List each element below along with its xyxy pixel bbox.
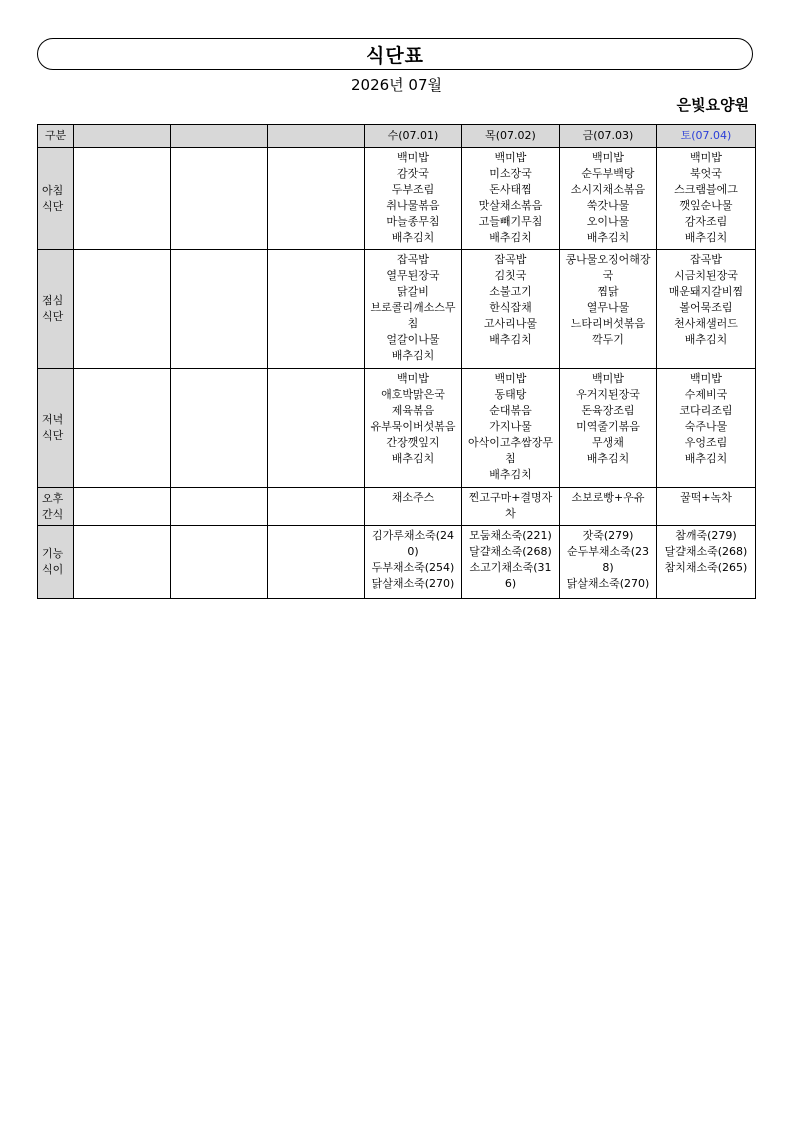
empty-cell xyxy=(171,369,268,488)
menu-cell xyxy=(462,526,560,599)
menu-item: 미역줄기볶음 xyxy=(576,420,640,433)
menu-cell xyxy=(657,488,756,526)
menu-cell xyxy=(560,250,657,369)
menu-item: 백미밥 xyxy=(494,151,527,164)
menu-cell xyxy=(657,526,756,599)
day-header: 금(07.03) xyxy=(560,125,657,148)
menu-item: 배추김치 xyxy=(684,333,728,346)
menu-item: 제육볶음 xyxy=(391,404,435,417)
menu-cell xyxy=(365,526,462,599)
menu-item: 감잣국 xyxy=(397,167,429,180)
menu-item: 꿀떡+녹차 xyxy=(680,491,732,504)
menu-cell xyxy=(462,148,560,250)
menu-item: 김칫국 xyxy=(494,269,527,282)
empty-cell xyxy=(74,369,171,488)
menu-item: 고사리나물 xyxy=(483,317,538,330)
menu-table xyxy=(37,124,756,599)
menu-item: 마늘종무침 xyxy=(386,215,440,228)
menu-item: 소시지채소볶음 xyxy=(570,183,646,196)
menu-cell xyxy=(560,488,657,526)
menu-item: 천사채샐러드 xyxy=(674,317,738,330)
empty-cell xyxy=(171,488,268,526)
menu-item: 배추김치 xyxy=(684,231,728,244)
menu-item: 백미밥 xyxy=(690,151,722,164)
empty-cell xyxy=(268,526,365,599)
menu-item: 잣죽(279) xyxy=(582,529,634,542)
menu-item: 닭살채소죽(270) xyxy=(371,577,455,590)
menu-cell xyxy=(365,369,462,488)
menu-row xyxy=(38,250,756,369)
menu-cell xyxy=(365,250,462,369)
menu-item: 김가루채소죽(240) xyxy=(371,529,455,558)
menu-item: 코다리조림 xyxy=(679,404,733,417)
menu-item: 동태탕 xyxy=(494,388,527,401)
menu-item: 순두부백탕 xyxy=(581,167,635,180)
menu-item: 취나물볶음 xyxy=(386,199,440,212)
empty-day-header xyxy=(74,125,171,148)
menu-cell xyxy=(657,250,756,369)
menu-item: 모둠채소죽(221) xyxy=(469,529,552,542)
empty-cell xyxy=(268,148,365,250)
menu-item: 열무된장국 xyxy=(386,269,440,282)
menu-item: 우거지된장국 xyxy=(576,388,640,401)
day-header: 목(07.02) xyxy=(462,125,560,148)
menu-item: 시금치된장국 xyxy=(674,269,738,282)
menu-item: 찜닭 xyxy=(597,285,619,298)
day-header-saturday: 토(07.04) xyxy=(657,125,756,148)
menu-cell xyxy=(462,250,560,369)
month-label: 2026년 07월 xyxy=(350,76,442,94)
menu-item: 스크램블에그 xyxy=(674,183,738,196)
menu-cell xyxy=(657,148,756,250)
menu-item: 닭갈비 xyxy=(397,285,429,298)
menu-item: 배추김치 xyxy=(489,333,532,346)
empty-cell xyxy=(74,250,171,369)
menu-cell xyxy=(462,369,560,488)
menu-row xyxy=(38,148,756,250)
day-header: 수(07.01) xyxy=(365,125,462,148)
menu-item: 잡곡밥 xyxy=(690,253,722,266)
menu-row xyxy=(38,526,756,599)
menu-item: 백미밥 xyxy=(397,372,429,385)
menu-cell xyxy=(657,369,756,488)
title-box xyxy=(37,38,753,70)
menu-item: 애호박맑은국 xyxy=(381,388,445,401)
menu-item: 우엉조림 xyxy=(684,436,728,449)
organization-name: 은빛요양원 xyxy=(676,96,749,114)
menu-item: 백미밥 xyxy=(592,372,624,385)
menu-item: 무생채 xyxy=(592,436,624,449)
menu-item: 브로콜리깨소스무침 xyxy=(370,301,456,330)
menu-item: 깻잎순나물 xyxy=(679,199,733,212)
menu-item: 매운돼지갈비찜 xyxy=(668,285,744,298)
meal-label: 기능 식이 xyxy=(38,526,74,599)
empty-cell xyxy=(268,369,365,488)
menu-item: 얼갈이나물 xyxy=(386,333,440,346)
menu-item: 유부묵이버섯볶음 xyxy=(370,420,456,433)
menu-item: 참깨죽(279) xyxy=(675,529,737,542)
meal-label: 점심 식단 xyxy=(38,250,74,369)
menu-cell xyxy=(560,526,657,599)
empty-day-header xyxy=(171,125,268,148)
menu-item: 소고기채소죽(316) xyxy=(469,561,552,590)
menu-item: 맛살채소볶음 xyxy=(478,199,543,212)
menu-item: 닭살채소죽(270) xyxy=(566,577,650,590)
empty-cell xyxy=(268,488,365,526)
menu-item: 한식잡채 xyxy=(489,301,532,314)
menu-item: 깍두기 xyxy=(592,333,624,346)
menu-cell xyxy=(365,148,462,250)
empty-cell xyxy=(74,526,171,599)
empty-cell xyxy=(74,148,171,250)
menu-item: 배추김치 xyxy=(391,349,435,362)
menu-item: 돈사태찜 xyxy=(489,183,532,196)
menu-item: 오이나물 xyxy=(586,215,630,228)
menu-item: 배추김치 xyxy=(586,231,630,244)
menu-item: 백미밥 xyxy=(397,151,429,164)
empty-cell xyxy=(74,488,171,526)
menu-cell xyxy=(560,148,657,250)
menu-cell xyxy=(462,488,560,526)
menu-row xyxy=(38,488,756,526)
menu-item: 소불고기 xyxy=(489,285,532,298)
menu-item: 돈육장조림 xyxy=(581,404,635,417)
empty-cell xyxy=(171,148,268,250)
menu-item: 배추김치 xyxy=(391,231,435,244)
menu-item: 감자조림 xyxy=(684,215,728,228)
menu-item: 배추김치 xyxy=(489,231,532,244)
menu-item: 숙주나물 xyxy=(684,420,728,433)
menu-item: 수제비국 xyxy=(684,388,728,401)
menu-item: 가지나물 xyxy=(489,420,532,433)
menu-item: 달걀채소죽(268) xyxy=(664,545,748,558)
menu-item: 참치채소죽(265) xyxy=(664,561,748,574)
menu-item: 북엇국 xyxy=(690,167,722,180)
menu-item: 볼어묵조림 xyxy=(679,301,733,314)
menu-cell xyxy=(560,369,657,488)
menu-item: 배추김치 xyxy=(489,468,532,481)
menu-item: 백미밥 xyxy=(592,151,624,164)
menu-item: 백미밥 xyxy=(494,372,527,385)
meal-label: 오후 간식 xyxy=(38,488,74,526)
empty-cell xyxy=(171,250,268,369)
menu-item: 배추김치 xyxy=(684,452,728,465)
menu-item: 두부조림 xyxy=(391,183,435,196)
menu-item: 간장깻잎지 xyxy=(386,436,440,449)
meal-label: 아침 식단 xyxy=(38,148,74,250)
menu-item: 소보로빵+우유 xyxy=(571,491,645,504)
menu-item: 콩나물오징어해장국 xyxy=(565,253,651,282)
menu-item: 잡곡밥 xyxy=(397,253,429,266)
menu-item: 쑥갓나물 xyxy=(586,199,630,212)
menu-item: 잡곡밥 xyxy=(494,253,527,266)
page-title: 식단표 xyxy=(365,44,425,67)
empty-day-header xyxy=(268,125,365,148)
menu-item: 두부채소죽(254) xyxy=(371,561,455,574)
menu-item: 배추김치 xyxy=(586,452,630,465)
menu-item: 순대볶음 xyxy=(489,404,532,417)
menu-item: 달걀채소죽(268) xyxy=(469,545,552,558)
menu-row xyxy=(38,369,756,488)
menu-item: 고들빼기무침 xyxy=(478,215,543,228)
menu-item: 미소장국 xyxy=(489,167,532,180)
menu-item: 아삭이고추쌈장무침 xyxy=(467,436,553,465)
menu-cell xyxy=(365,488,462,526)
header-row xyxy=(38,125,756,148)
menu-item: 백미밥 xyxy=(690,372,722,385)
empty-cell xyxy=(268,250,365,369)
menu-item: 찐고구마+결명자차 xyxy=(468,491,553,520)
menu-item: 배추김치 xyxy=(391,452,435,465)
menu-item: 채소주스 xyxy=(391,491,435,504)
meal-label: 저녁 식단 xyxy=(38,369,74,488)
menu-item: 순두부채소죽(238) xyxy=(566,545,650,574)
menu-item: 열무나물 xyxy=(586,301,630,314)
corner-header: 구분 xyxy=(38,125,74,148)
menu-item: 느타리버섯볶음 xyxy=(570,317,646,330)
empty-cell xyxy=(171,526,268,599)
